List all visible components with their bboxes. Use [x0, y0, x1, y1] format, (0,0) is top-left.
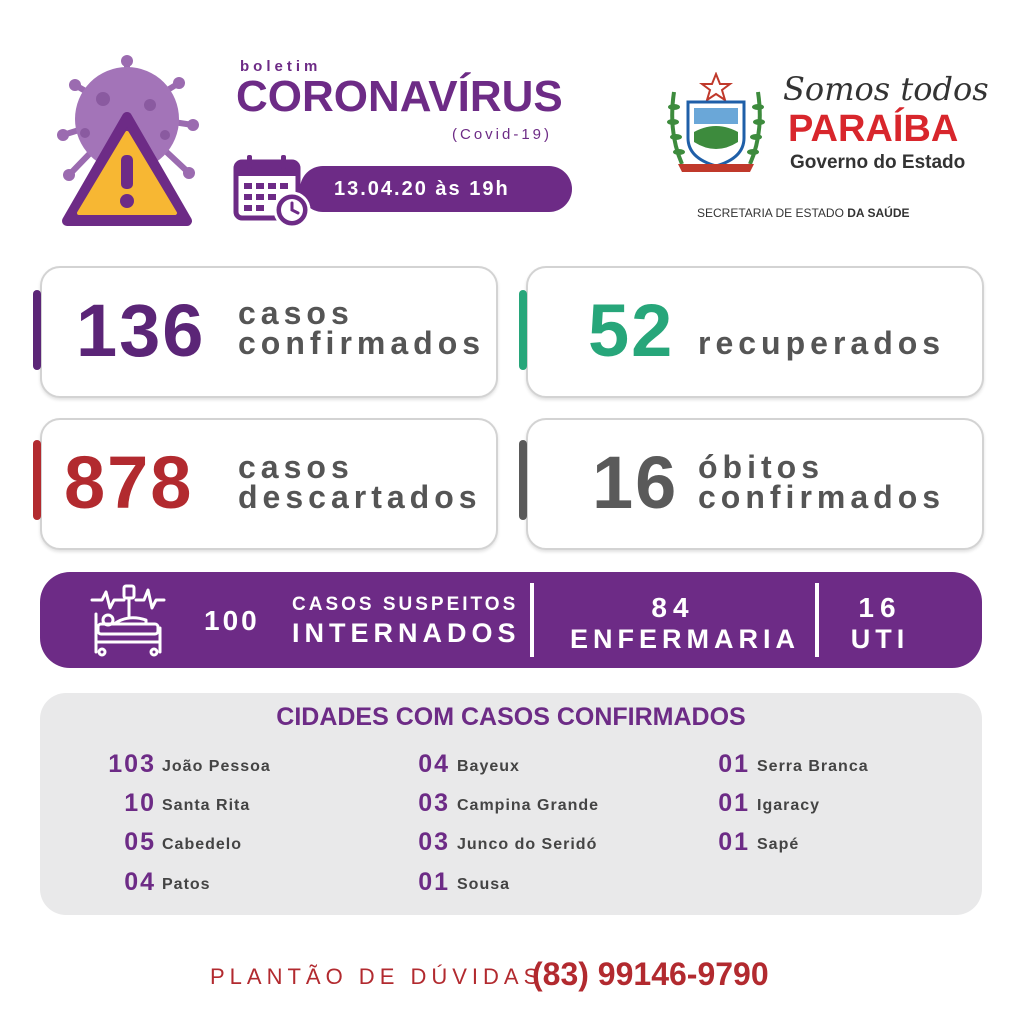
bulletin-date: 13.04.20 às 19h — [334, 178, 510, 200]
hospitalized-total: 100 — [204, 605, 260, 636]
helpline-label: PLANTÃO DE DÚVIDAS — [210, 964, 544, 989]
discarded-value: 878 — [64, 441, 194, 524]
discarded-label-1: casos — [238, 449, 354, 485]
cities-title: CIDADES COM CASOS CONFIRMADOS — [276, 703, 746, 731]
city-count: 04 — [124, 868, 156, 896]
secretaria-label: SECRETARIA DE ESTADO DA SAÚDE — [697, 206, 910, 220]
coat-of-arms-icon — [664, 72, 768, 178]
hospital-bed-icon — [88, 580, 168, 660]
slogan-paraiba: PARAÍBA — [788, 108, 959, 150]
city-count: 04 — [418, 750, 450, 778]
discarded-label-2: descartados — [238, 479, 482, 515]
deaths-label-2: confirmados — [698, 479, 946, 515]
city-name: Patos — [162, 876, 211, 893]
hospitalized-divider-1 — [530, 583, 534, 657]
confirmed-value: 136 — [76, 289, 206, 372]
city-count: 03 — [418, 828, 450, 856]
recovered-value: 52 — [588, 289, 675, 372]
hospitalized-label-1: CASOS SUSPEITOS — [292, 594, 519, 615]
city-count: 01 — [718, 750, 750, 778]
virus-warning-icon — [55, 55, 200, 230]
ward-label: ENFERMARIA — [570, 624, 800, 654]
city-name: Junco do Seridó — [457, 836, 598, 853]
ward-value: 84 — [651, 592, 695, 623]
confirmed-accent-bar — [33, 290, 41, 370]
city-name: Santa Rita — [162, 797, 251, 814]
city-name: Sapé — [757, 836, 800, 853]
confirmed-label-2: confirmados — [238, 325, 486, 361]
recovered-label: recuperados — [698, 325, 946, 361]
deaths-label-1: óbitos — [698, 449, 824, 485]
hospitalized-label-2: INTERNADOS — [292, 618, 521, 648]
city-name: Serra Branca — [757, 758, 869, 775]
hospitalized-divider-2 — [815, 583, 819, 657]
slogan-somos-todos: Somos todos — [783, 70, 989, 108]
deaths-accent-bar — [519, 440, 527, 520]
discarded-accent-bar — [33, 440, 41, 520]
city-count: 01 — [718, 828, 750, 856]
confirmed-label-1: casos — [238, 295, 354, 331]
city-count: 03 — [418, 789, 450, 817]
bulletin-label: boletim — [240, 58, 322, 75]
city-name: Sousa — [457, 876, 511, 893]
city-name: Igaracy — [757, 797, 821, 814]
deaths-value: 16 — [592, 441, 679, 524]
recovered-accent-bar — [519, 290, 527, 370]
governo-label: Governo do Estado — [790, 152, 966, 173]
city-name: Cabedelo — [162, 836, 243, 853]
calendar-clock-icon — [232, 152, 312, 230]
icu-value: 16 — [858, 592, 902, 623]
helpline-phone[interactable]: (83) 99146-9790 — [532, 956, 769, 992]
city-count: 10 — [124, 789, 156, 817]
city-name: Campina Grande — [457, 797, 600, 814]
covid-subtitle: (Covid-19) — [452, 126, 553, 143]
city-name: Bayeux — [457, 758, 520, 775]
city-count: 103 — [108, 750, 156, 778]
page-title: CORONAVÍRUS — [236, 72, 563, 121]
city-count: 05 — [124, 828, 156, 856]
city-name: João Pessoa — [162, 758, 271, 775]
city-count: 01 — [418, 868, 450, 896]
city-count: 01 — [718, 789, 750, 817]
icu-label: UTI — [850, 624, 910, 654]
